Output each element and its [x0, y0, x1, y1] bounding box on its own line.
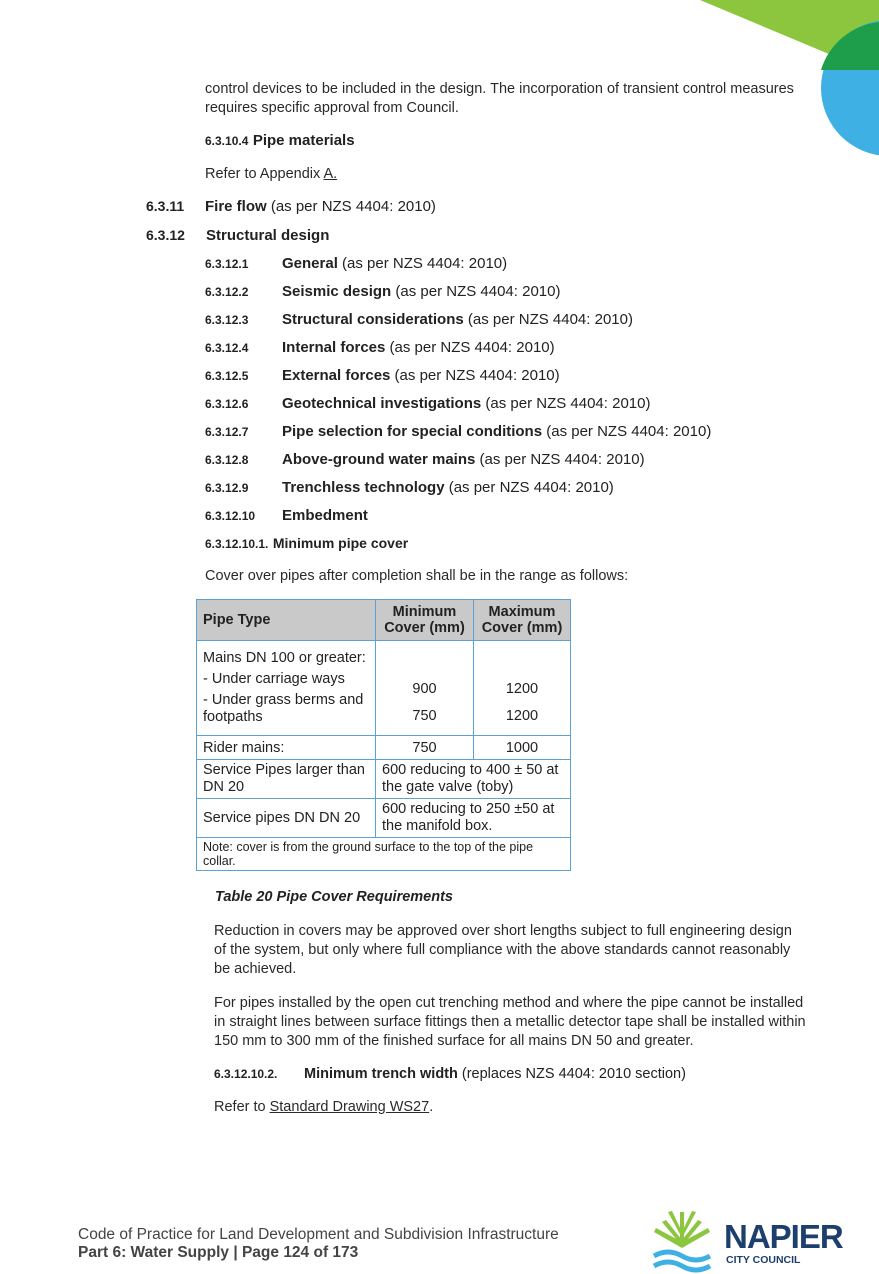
service-large-value: 600 reducing to 400 ± 50 at the gate valve (toby)	[376, 760, 571, 799]
header-pipe-type: Pipe Type	[197, 600, 376, 641]
table-note: Note: cover is from the ground surface to the top of the pipe collar.	[197, 838, 571, 871]
table-caption: Table 20 Pipe Cover Requirements	[215, 889, 453, 905]
logo-name: NAPIER	[724, 1218, 843, 1255]
footer-doc-title: Code of Practice for Land Development and Subdivision Infrastructure	[78, 1226, 559, 1243]
logo-emblem-icon	[650, 1208, 714, 1274]
subsection-general: 6.3.12.1 General (as per NZS 4404: 2010)	[205, 255, 508, 272]
heading-min-pipe-cover: 6.3.12.10.1. Minimum pipe cover	[205, 535, 409, 551]
berms-label: - Under grass berms and footpaths	[203, 691, 364, 725]
heading-fire-flow: 6.3.11 Fire flow (as per NZS 4404: 2010)	[146, 198, 436, 215]
service-dn20-value: 600 reducing to 250 ±50 at the manifold box.	[376, 799, 571, 838]
berms-max: 1200	[505, 708, 539, 724]
heading-pipe-materials: 6.3.10.4 Pipe materials	[205, 132, 355, 149]
pipe-materials-text: Refer to Appendix A.	[205, 166, 338, 182]
table-row	[197, 760, 571, 799]
subsection-internal-forces: 6.3.12.4 Internal forces (as per NZS 4404: 2010)	[205, 339, 555, 356]
rider-label: Rider mains:	[197, 736, 376, 760]
rider-max: 1000	[474, 736, 571, 760]
rider-min: 750	[376, 736, 474, 760]
detector-tape-paragraph: For pipes installed by the open cut trenching method and where the pipe cannot be installed in straight lines between surface fittings then a metallic detector tape shall be installed within 150 mm to 300 mm of the finished surface for all mains DN 50 and greater.	[214, 995, 806, 1049]
appendix-a-link[interactable]: A.	[323, 166, 338, 182]
header-min-cover: Minimum Cover (mm)	[376, 600, 474, 641]
subsection-pipe-selection: 6.3.12.7 Pipe selection for special conditions (as per NZS 4404: 2010)	[205, 423, 712, 440]
heading-min-trench-width: 6.3.12.10.2. Minimum trench width (replaces NZS 4404: 2010 section)	[214, 1066, 686, 1082]
table-header-row	[197, 600, 571, 641]
napier-logo	[650, 1208, 850, 1274]
subsection-embedment: 6.3.12.10 Embedment	[205, 507, 368, 524]
service-large-label: Service Pipes larger than DN 20	[197, 760, 376, 799]
table-row	[197, 799, 571, 838]
carriage-min: 900	[412, 681, 437, 697]
trench-ref: Refer to Standard Drawing WS27.	[214, 1099, 434, 1115]
logo-subtitle: CITY COUNCIL	[726, 1254, 801, 1266]
pipe-cover-table	[196, 599, 571, 871]
subsection-trenchless: 6.3.12.9 Trenchless technology (as per NZS 4404: 2010)	[205, 479, 614, 496]
subsection-seismic-design: 6.3.12.2 Seismic design (as per NZS 4404: 2010)	[205, 283, 561, 300]
carriage-label: - Under carriage ways	[203, 670, 345, 687]
subsection-structural-considerations: 6.3.12.3 Structural considerations (as per NZS 4404: 2010)	[205, 311, 633, 328]
service-dn20-label: Service pipes DN DN 20	[197, 799, 376, 838]
header-max-cover: Maximum Cover (mm)	[474, 600, 571, 641]
table-row	[197, 641, 571, 736]
cover-intro: Cover over pipes after completion shall be in the range as follows:	[205, 568, 629, 584]
mains-label: Mains DN 100 or greater:	[203, 649, 366, 666]
structural-subsections	[205, 255, 711, 535]
table-note-row	[197, 838, 571, 871]
footer	[78, 1226, 559, 1262]
subsection-geotechnical: 6.3.12.6 Geotechnical investigations (as per NZS 4404: 2010)	[205, 395, 651, 412]
table-row	[197, 736, 571, 760]
heading-structural-design: 6.3.12 Structural design	[146, 227, 330, 244]
reduction-paragraph: Reduction in covers may be approved over short lengths subject to full engineering design of the system, but only where full compliance with the above standards cannot reasonably be achieved.	[214, 923, 792, 977]
intro-text: control devices to be included in the design. The incorporation of transient control measures requires specific approval from Council.	[205, 81, 794, 116]
footer-page-info: Part 6: Water Supply | Page 124 of 173	[78, 1244, 359, 1261]
carriage-max: 1200	[505, 681, 539, 697]
subsection-above-ground: 6.3.12.8 Above-ground water mains (as per NZS 4404: 2010)	[205, 451, 645, 468]
standard-drawing-ws27-link[interactable]: Standard Drawing WS27	[269, 1099, 430, 1115]
subsection-external-forces: 6.3.12.5 External forces (as per NZS 4404: 2010)	[205, 367, 560, 384]
berms-min: 750	[412, 708, 437, 724]
